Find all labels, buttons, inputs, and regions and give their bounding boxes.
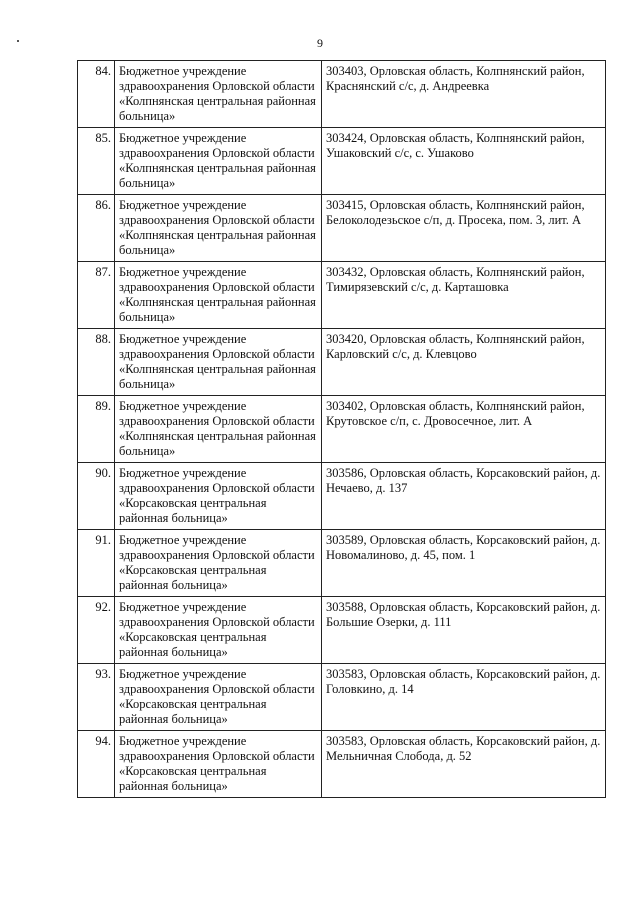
table-row: [78, 664, 606, 731]
organization-name: Бюджетное учреждение здравоохранения Орловской области «Колпнянская центральная районная больница»: [115, 195, 322, 262]
address: 303403, Орловская область, Колпнянский район, Краснянский с/с, д. Андреевка: [322, 61, 606, 128]
organization-name: Бюджетное учреждение здравоохранения Орловской области «Колпнянская центральная районная больница»: [115, 262, 322, 329]
address: 303415, Орловская область, Колпнянский район, Белоколодезьское с/п, д. Просека, пом. 3, лит. А: [322, 195, 606, 262]
row-number: 94.: [78, 731, 115, 798]
address: 303586, Орловская область, Корсаковский район, д. Нечаево, д. 137: [322, 463, 606, 530]
row-number: 91.: [78, 530, 115, 597]
table-row: [78, 731, 606, 798]
institutions-table: [77, 60, 606, 798]
row-number: 88.: [78, 329, 115, 396]
table-row: [78, 195, 606, 262]
organization-name: Бюджетное учреждение здравоохранения Орловской области «Корсаковская центральная районная больница»: [115, 463, 322, 530]
organization-name: Бюджетное учреждение здравоохранения Орловской области «Колпнянская центральная районная больница»: [115, 61, 322, 128]
address: 303583, Орловская область, Корсаковский район, д. Головкино, д. 14: [322, 664, 606, 731]
organization-name: Бюджетное учреждение здравоохранения Орловской области «Корсаковская центральная районная больница»: [115, 664, 322, 731]
address: 303588, Орловская область, Корсаковский район, д. Большие Озерки, д. 111: [322, 597, 606, 664]
table-row: [78, 597, 606, 664]
table-row: [78, 262, 606, 329]
row-number: 89.: [78, 396, 115, 463]
table-row: [78, 396, 606, 463]
address: 303402, Орловская область, Колпнянский район, Крутовское с/п, с. Дровосечное, лит. А: [322, 396, 606, 463]
row-number: 90.: [78, 463, 115, 530]
table-row: [78, 463, 606, 530]
row-number: 87.: [78, 262, 115, 329]
address: 303424, Орловская область, Колпнянский район, Ушаковский с/с, с. Ушаково: [322, 128, 606, 195]
organization-name: Бюджетное учреждение здравоохранения Орловской области «Колпнянская центральная районная больница»: [115, 128, 322, 195]
organization-name: Бюджетное учреждение здравоохранения Орловской области «Корсаковская центральная районная больница»: [115, 530, 322, 597]
organization-name: Бюджетное учреждение здравоохранения Орловской области «Корсаковская центральная районная больница»: [115, 731, 322, 798]
table-row: [78, 61, 606, 128]
page-number: 9: [317, 36, 323, 50]
organization-name: Бюджетное учреждение здравоохранения Орловской области «Колпнянская центральная районная больница»: [115, 329, 322, 396]
address: 303432, Орловская область, Колпнянский район, Тимирязевский с/с, д. Карташовка: [322, 262, 606, 329]
row-number: 92.: [78, 597, 115, 664]
row-number: 86.: [78, 195, 115, 262]
row-number: 84.: [78, 61, 115, 128]
table-row: [78, 128, 606, 195]
row-number: 85.: [78, 128, 115, 195]
table-row: [78, 530, 606, 597]
organization-name: Бюджетное учреждение здравоохранения Орловской области «Корсаковская центральная районная больница»: [115, 597, 322, 664]
address: 303420, Орловская область, Колпнянский район, Карловский с/с, д. Клевцово: [322, 329, 606, 396]
table-body: [78, 61, 606, 798]
table-row: [78, 329, 606, 396]
row-number: 93.: [78, 664, 115, 731]
address: 303583, Орловская область, Корсаковский район, д. Мельничная Слобода, д. 52: [322, 731, 606, 798]
address: 303589, Орловская область, Корсаковский район, д. Новомалиново, д. 45, пом. 1: [322, 530, 606, 597]
organization-name: Бюджетное учреждение здравоохранения Орловской области «Колпнянская центральная районная больница»: [115, 396, 322, 463]
